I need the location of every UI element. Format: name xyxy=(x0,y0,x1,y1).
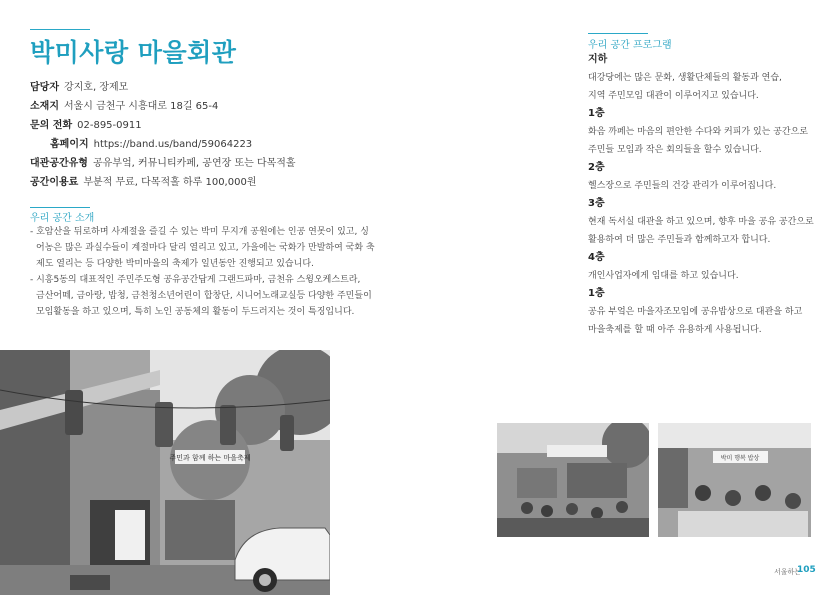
info-space-type: 대관공간유형 공유부엌, 커뮤니티카페, 공연장 또는 다목적홀 xyxy=(30,158,296,169)
photo-banner-text: 주민과 함께 하는 마을축제 xyxy=(169,454,251,462)
floor-desc: 공유 부엌은 마을자조모임에 공유밥상으로 대관을 하고 xyxy=(588,307,803,317)
info-block xyxy=(30,81,410,195)
floor-desc: 현재 독서실 대관을 하고 있으며, 향후 마을 공유 공간으로 xyxy=(588,217,814,227)
floor-desc: 화음 까페는 마음의 편안한 수다와 커피가 있는 공간으로 xyxy=(588,127,808,137)
event-photo xyxy=(497,423,649,537)
floor-desc: 대강당에는 많은 문화, 생활단체들의 활동과 연습, xyxy=(588,73,782,83)
floor-name: 2층 xyxy=(588,162,605,173)
intro-line: - 시흥5동의 대표적인 주민주도형 공유공간답게 그랜드파마, 금천유 스윙오케스트라, xyxy=(30,275,361,285)
intro-heading: 우리 공간 소개 xyxy=(30,213,95,224)
intro-line: 제도 열리는 등 다양한 박미마을의 축제가 일년동안 진행되고 있습니다. xyxy=(36,259,314,269)
info-phone: 문의 전화 02-895-0911 xyxy=(30,120,142,131)
floor-name: 4층 xyxy=(588,252,605,263)
floor-desc: 개인사업자에게 임대를 하고 있습니다. xyxy=(588,271,739,281)
intro-line: 금산어떼, 금아랑, 밥청, 금천청소년어린이 합창단, 시니어노래교실등 다양한 주민들이 xyxy=(36,291,372,301)
intro-rule xyxy=(30,207,90,208)
dining-photo xyxy=(658,423,811,537)
floor-name: 1층 xyxy=(588,288,605,299)
floor-desc: 지역 주민모임 대관이 이루어지고 있습니다. xyxy=(588,91,759,101)
page-title: 박미사랑 마을회관 xyxy=(30,38,237,67)
intro-line: 어농은 많은 과실수들이 계절마다 달리 열리고 있고, 가을에는 국화가 만발하여 국화 축 xyxy=(36,243,375,253)
floor-name: 지하 xyxy=(588,54,608,65)
intro-text xyxy=(30,224,375,320)
photo-banner-text-2: 박미 행복 밥상 xyxy=(720,455,760,462)
floor-desc: 헬스장으로 주민들의 건강 관리가 이루어집니다. xyxy=(588,181,777,191)
info-address: 소재지 서울시 금천구 시흥대로 18길 65-4 xyxy=(30,101,219,112)
intro-line: 모임활동을 하고 있으며, 특히 노인 공동체의 활동이 두드러지는 것이 특징입니다. xyxy=(36,307,355,317)
homepage-link[interactable]: https://band.us/band/59064223 xyxy=(93,139,253,150)
title-rule xyxy=(30,29,90,30)
program-rule xyxy=(588,33,648,34)
floor-desc: 활용하여 더 많은 주민들과 함께하고자 합니다. xyxy=(588,235,771,245)
floor-name: 3층 xyxy=(588,198,605,209)
floor-desc: 주민들 모임과 작은 회의들을 할수 있습니다. xyxy=(588,145,762,155)
info-homepage: 홈페이지 https://band.us/band/59064223 xyxy=(50,139,253,150)
main-photo xyxy=(0,350,330,595)
page-number: 105 xyxy=(797,565,816,575)
footer-label: 서울하는 xyxy=(774,568,802,576)
program-heading: 우리 공간 프로그램 xyxy=(588,40,672,51)
intro-line: - 호암산을 뒤로하며 사계절을 즐길 수 있는 박미 무지개 공원에는 인공 연못이 있고, 싱 xyxy=(30,227,369,237)
floor-desc: 마을축제를 할 때 아주 유용하게 사용됩니다. xyxy=(588,325,762,335)
info-manager: 담당자 강지호, 장제모 xyxy=(30,82,129,93)
floor-list xyxy=(588,51,828,339)
floor-name: 1층 xyxy=(588,108,605,119)
info-fee: 공간이용료 부분적 무료, 다목적홀 하루 100,000원 xyxy=(30,177,257,188)
